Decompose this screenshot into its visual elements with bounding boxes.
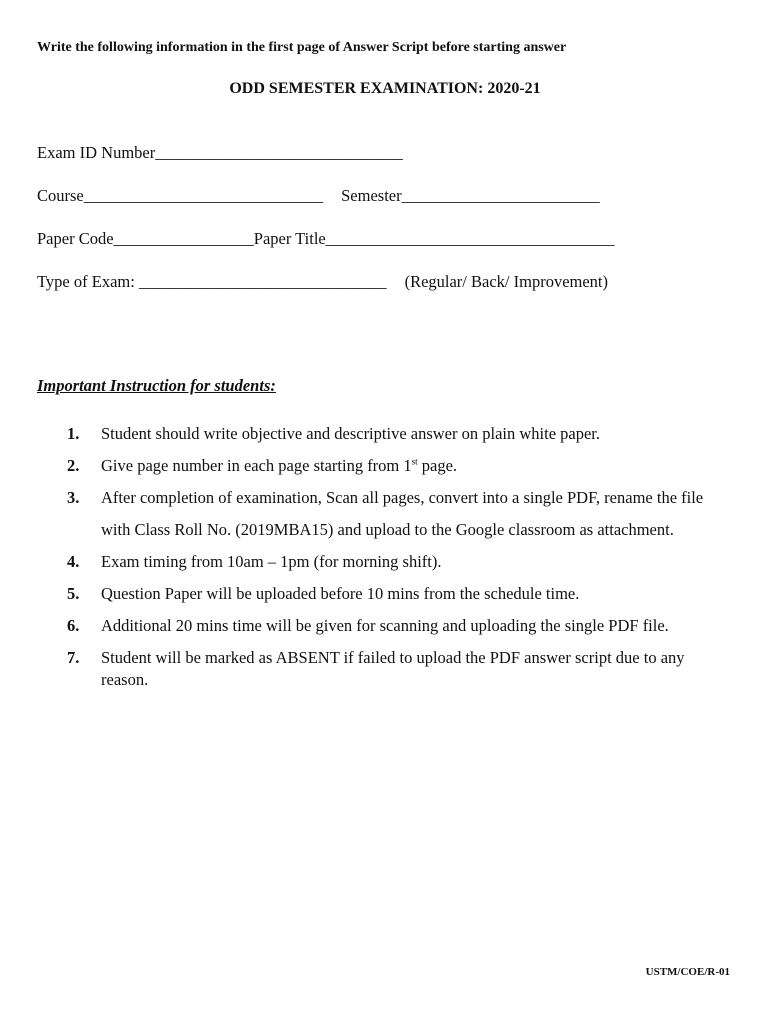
instruction-item — [0, 578, 770, 610]
instruction-item — [0, 418, 770, 450]
exam-id-field: Exam ID Number______________________________ — [37, 143, 403, 162]
instruction-text: Exam timing from 10am – 1pm (for morning shift). — [101, 552, 442, 571]
instruction-text: Student will be marked as ABSENT if failed to upload the PDF answer script due to any reason. — [101, 648, 685, 689]
exam-title: ODD SEMESTER EXAMINATION: 2020-21 — [229, 80, 541, 97]
instruction-text: After completion of examination, Scan all pages, convert into a single PDF, rename the file with Class Roll No. (2019MBA15) and upload to the Google classroom as attachment. — [101, 488, 704, 539]
instruction-item — [0, 546, 770, 578]
exam-type-options: (Regular/ Back/ Improvement) — [404, 272, 609, 291]
header-note: Write the following information in the first page of Answer Script before starting answer — [37, 40, 567, 55]
instructions-heading: Important Instruction for students: — [37, 376, 276, 395]
semester-field: Semester________________________ — [341, 186, 600, 205]
exam-type-field: Type of Exam: ______________________________ — [37, 272, 387, 291]
course-semester-row — [37, 186, 600, 206]
instruction-text: Student should write objective and descriptive answer on plain white paper. — [101, 424, 600, 443]
instruction-superscript: st — [411, 456, 418, 467]
instruction-text-end: page. — [417, 456, 458, 475]
course-field: Course_____________________________ — [37, 186, 323, 205]
paper-title-field: Paper Title___________________________________ — [253, 229, 615, 248]
form-code: USTM/COE/R-01 — [645, 966, 730, 978]
instruction-number: 2. — [67, 456, 80, 475]
instruction-number: 7. — [67, 648, 80, 667]
paper-code-field: Paper Code_________________ — [37, 229, 254, 248]
instruction-text: Additional 20 mins time will be given for scanning and uploading the single PDF file. — [101, 616, 669, 635]
instruction-number: 6. — [67, 616, 80, 635]
instruction-number: 1. — [67, 424, 80, 443]
instruction-number: 5. — [67, 584, 80, 603]
instruction-text: Give page number in each page starting from 1 — [101, 456, 412, 475]
instructions-list — [0, 418, 770, 691]
instruction-item — [0, 642, 770, 691]
instruction-item — [0, 450, 770, 482]
instruction-item — [0, 610, 770, 642]
instruction-item — [0, 482, 770, 546]
paper-row — [37, 229, 615, 249]
instruction-text: Question Paper will be uploaded before 10 mins from the schedule time. — [101, 584, 580, 603]
instruction-number: 4. — [67, 552, 80, 571]
exam-id-row — [37, 143, 403, 163]
instruction-number: 3. — [67, 488, 80, 507]
exam-type-row — [37, 272, 608, 292]
